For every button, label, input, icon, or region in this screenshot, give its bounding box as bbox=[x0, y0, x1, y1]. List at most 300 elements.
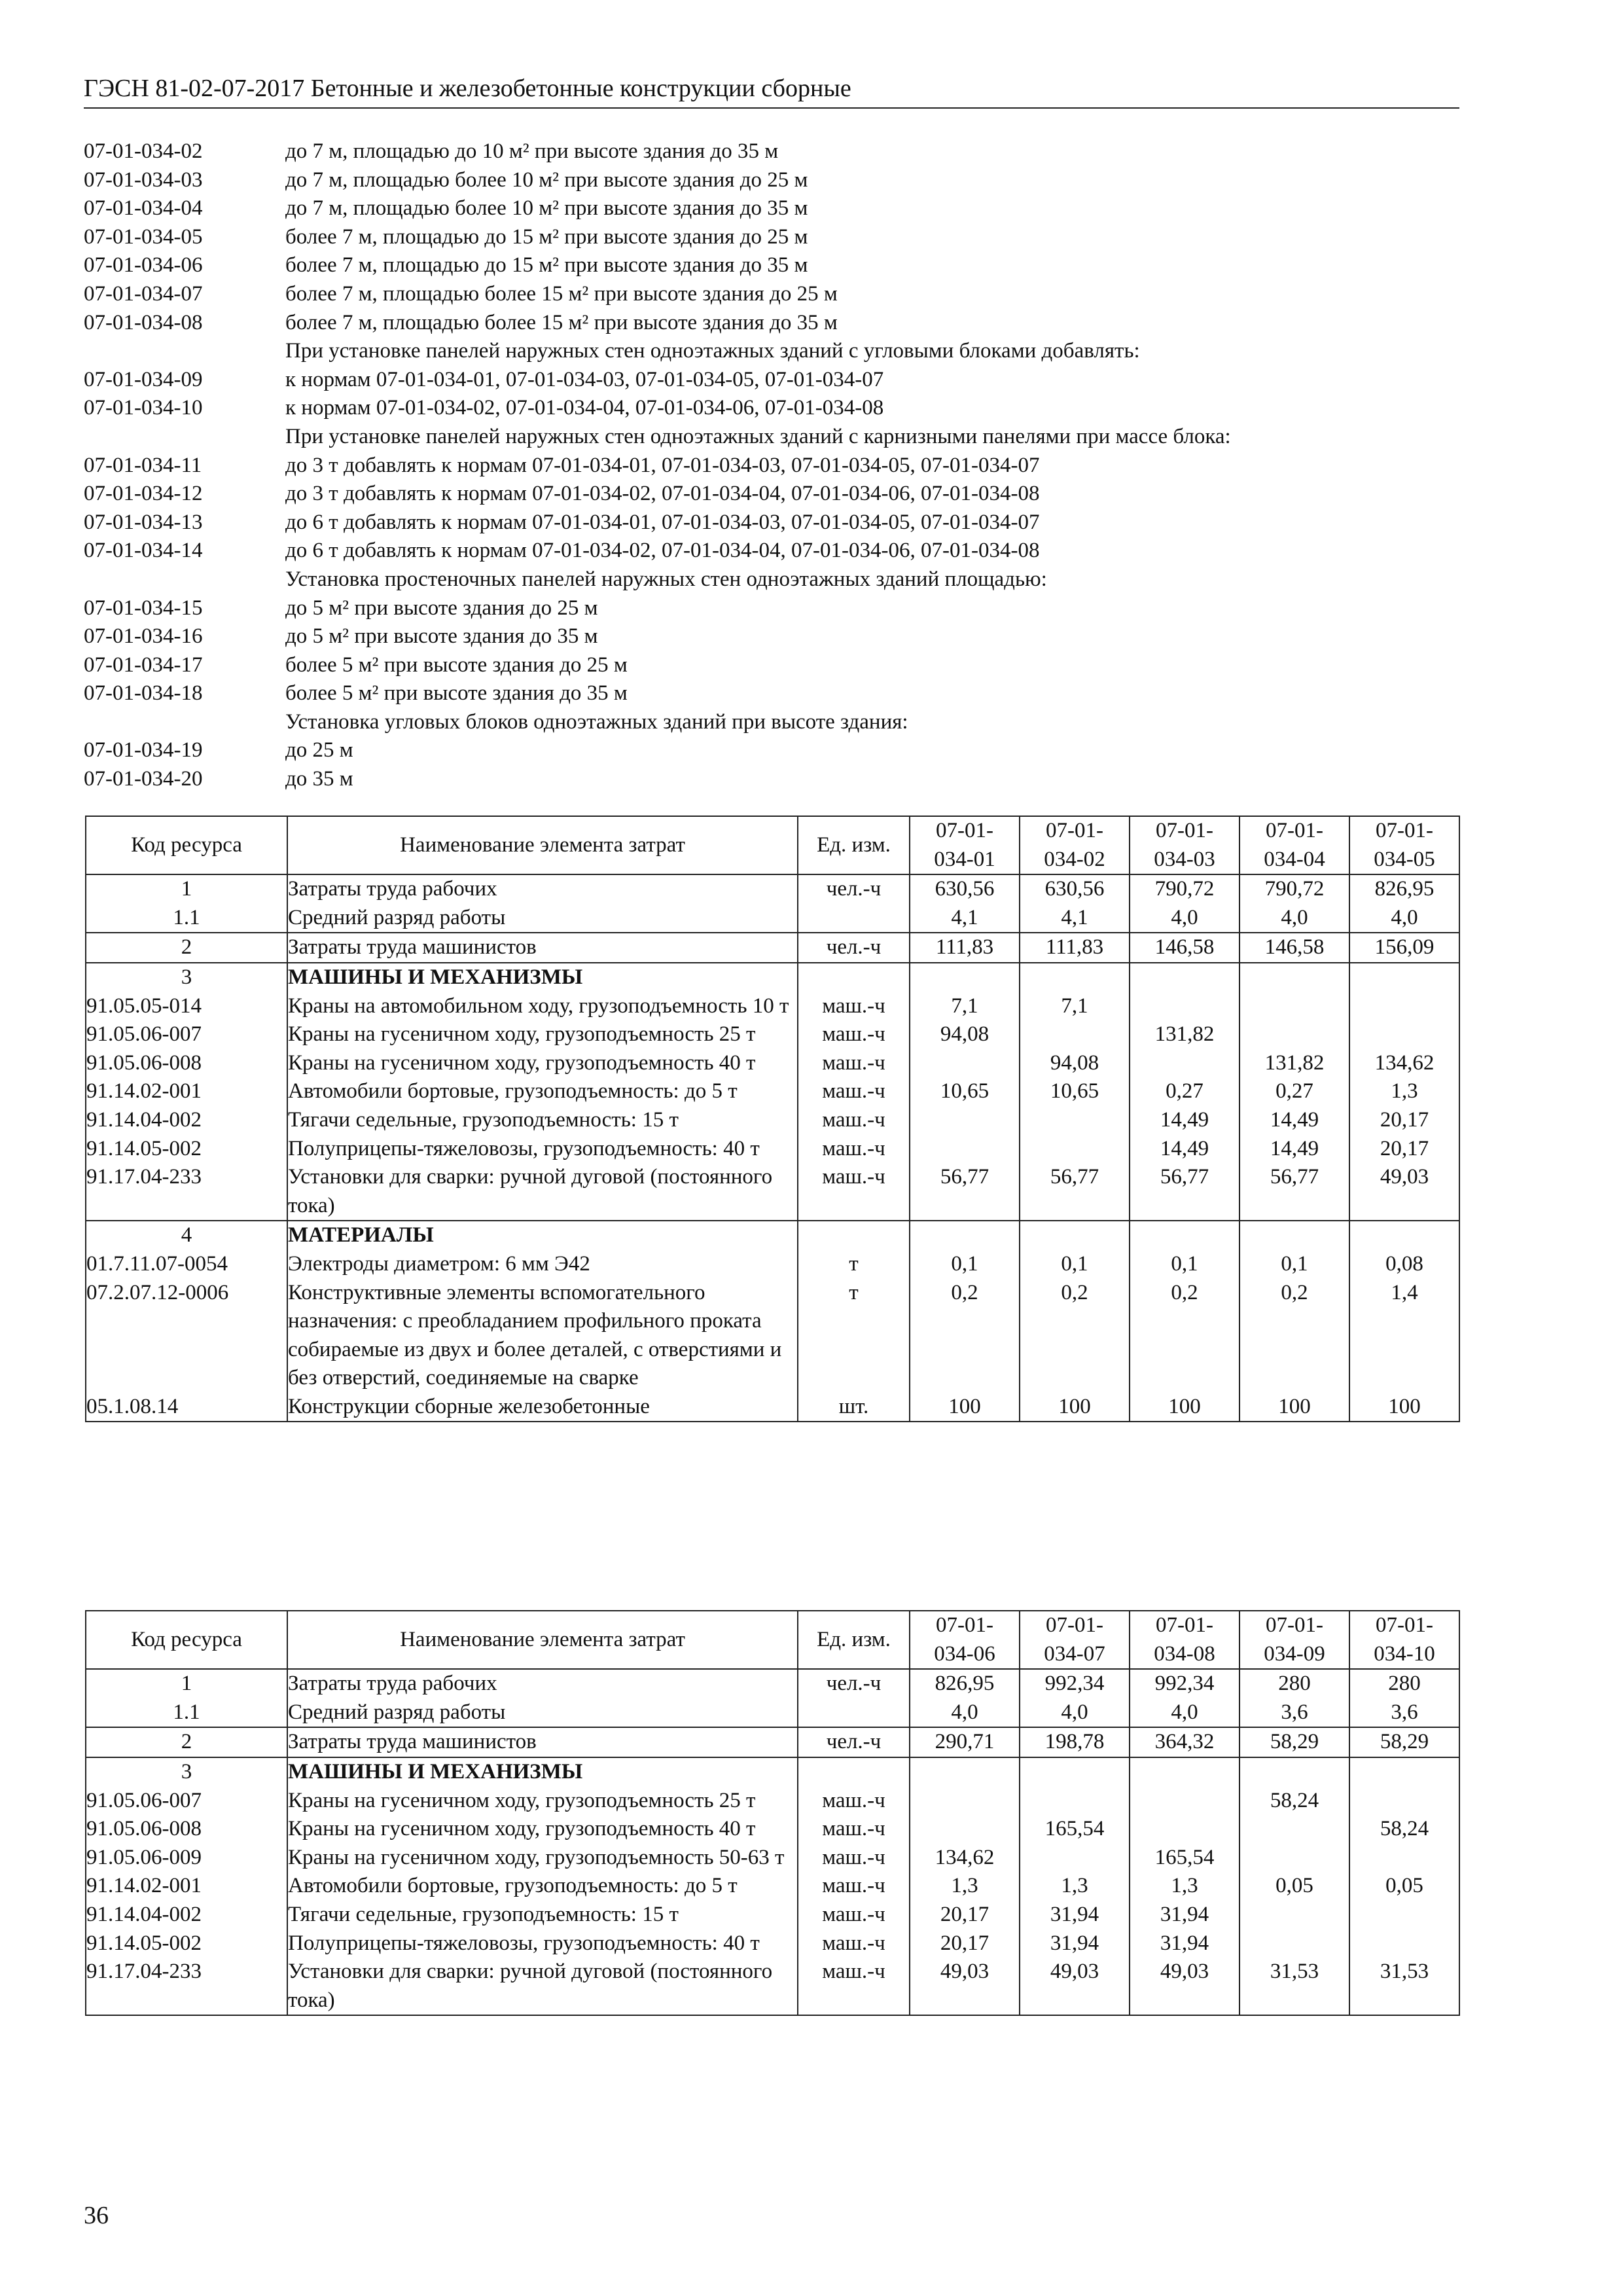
norm-row bbox=[84, 337, 1458, 366]
norm-code: 07-01-034-15 bbox=[84, 596, 203, 620]
value-cell: 14,49 bbox=[1240, 1135, 1349, 1164]
norm-row bbox=[84, 708, 1458, 737]
norm-code: 07-01-034-13 bbox=[84, 510, 203, 534]
value-cell: 7,1 bbox=[910, 992, 1020, 1021]
unit-cell: маш.-ч bbox=[798, 1958, 910, 2015]
norm-row bbox=[84, 736, 1458, 765]
value-cell bbox=[1130, 1049, 1240, 1078]
resource-code: 91.17.04-233 bbox=[86, 1958, 287, 2015]
norm-code: 07-01-034-14 bbox=[84, 539, 203, 563]
value-cell bbox=[1020, 1757, 1130, 1787]
value-cell: 0,05 bbox=[1349, 1872, 1459, 1901]
table-row bbox=[86, 1250, 1459, 1279]
value-cell: 111,83 bbox=[1020, 933, 1130, 963]
value-cell: 31,53 bbox=[1240, 1958, 1349, 2015]
resource-code: 05.1.08.14 bbox=[86, 1393, 287, 1422]
value-cell: 100 bbox=[1349, 1393, 1459, 1422]
norm-description: до 35 м bbox=[285, 767, 353, 791]
norm-row bbox=[84, 565, 1458, 594]
value-cell: 1,3 bbox=[1349, 1077, 1459, 1106]
unit-cell bbox=[798, 1757, 910, 1787]
value-cell bbox=[1240, 992, 1349, 1021]
norm-description: до 3 т добавлять к нормам 07-01-034-02, 07-01-034-04, 07-01-034-06, 07-01-034-08 bbox=[285, 482, 1040, 506]
resource-code: 4 bbox=[86, 1221, 287, 1250]
unit-cell: маш.-ч bbox=[798, 1815, 910, 1844]
header-col: 07-01- 034-05 bbox=[1349, 816, 1459, 874]
table-row bbox=[86, 1049, 1459, 1078]
header-col: 07-01- 034-10 bbox=[1349, 1611, 1459, 1669]
unit-cell: чел.-ч bbox=[798, 1669, 910, 1698]
cost-element-name: Затраты труда рабочих bbox=[287, 874, 798, 904]
norm-code: 07-01-034-09 bbox=[84, 367, 203, 391]
value-cell: 56,77 bbox=[1240, 1163, 1349, 1221]
value-cell: 94,08 bbox=[1020, 1049, 1130, 1078]
table-row bbox=[86, 1844, 1459, 1873]
table-row bbox=[86, 1020, 1459, 1049]
resource-code: 91.05.06-008 bbox=[86, 1049, 287, 1078]
unit-cell: маш.-ч bbox=[798, 1077, 910, 1106]
resource-code: 1 bbox=[86, 1669, 287, 1698]
table-row bbox=[86, 1901, 1459, 1929]
value-cell bbox=[1349, 963, 1459, 992]
cost-element-name: Затраты труда рабочих bbox=[287, 1669, 798, 1698]
resource-code: 91.14.02-001 bbox=[86, 1077, 287, 1106]
value-cell: 826,95 bbox=[1349, 874, 1459, 904]
value-cell: 364,32 bbox=[1130, 1727, 1240, 1757]
value-cell: 0,2 bbox=[1240, 1279, 1349, 1393]
header-col: 07-01- 034-04 bbox=[1240, 816, 1349, 874]
table-row bbox=[86, 1929, 1459, 1958]
norm-description: к нормам 07-01-034-01, 07-01-034-03, 07-01-034-05, 07-01-034-07 bbox=[285, 367, 884, 391]
value-cell bbox=[910, 1757, 1020, 1787]
value-cell: 165,54 bbox=[1020, 1815, 1130, 1844]
value-cell: 826,95 bbox=[910, 1669, 1020, 1698]
value-cell: 20,17 bbox=[1349, 1106, 1459, 1135]
cost-element-name: МАШИНЫ И МЕХАНИЗМЫ bbox=[287, 1757, 798, 1787]
norm-description: Установка простеночных панелей наружных стен одноэтажных зданий площадью: bbox=[285, 567, 1047, 591]
value-cell: 4,0 bbox=[1130, 1698, 1240, 1728]
norm-row bbox=[84, 765, 1458, 794]
norm-description: При установке панелей наружных стен одноэтажных зданий с карнизными панелями при массе блока: bbox=[285, 424, 1231, 448]
value-cell: 992,34 bbox=[1130, 1669, 1240, 1698]
header-rule bbox=[84, 107, 1459, 109]
value-cell: 20,17 bbox=[910, 1901, 1020, 1929]
cost-element-name: Автомобили бортовые, грузоподъемность: до 5 т bbox=[287, 1077, 798, 1106]
resource-code: 91.14.02-001 bbox=[86, 1872, 287, 1901]
value-cell: 31,53 bbox=[1349, 1958, 1459, 2015]
cost-element-name: Электроды диаметром: 6 мм Э42 bbox=[287, 1250, 798, 1279]
norm-row bbox=[84, 280, 1458, 309]
table-row bbox=[86, 1698, 1459, 1728]
cost-element-name: Полуприцепы-тяжеловозы, грузоподъемность: 40 т bbox=[287, 1929, 798, 1958]
norm-row bbox=[84, 622, 1458, 651]
table-row bbox=[86, 1163, 1459, 1221]
cost-element-name: Краны на гусеничном ходу, грузоподъемность 25 т bbox=[287, 1020, 798, 1049]
table-row bbox=[86, 1872, 1459, 1901]
norm-description: до 5 м² при высоте здания до 35 м bbox=[285, 624, 598, 649]
value-cell bbox=[1240, 1815, 1349, 1844]
value-cell: 58,24 bbox=[1349, 1815, 1459, 1844]
value-cell bbox=[1240, 1757, 1349, 1787]
resource-code: 2 bbox=[86, 933, 287, 963]
value-cell bbox=[1349, 1020, 1459, 1049]
value-cell bbox=[1130, 1757, 1240, 1787]
resource-code: 2 bbox=[86, 1727, 287, 1757]
norm-list bbox=[84, 137, 1458, 794]
value-cell bbox=[910, 1049, 1020, 1078]
value-cell bbox=[1240, 963, 1349, 992]
page-number: 36 bbox=[84, 2202, 109, 2229]
value-cell: 31,94 bbox=[1130, 1929, 1240, 1958]
header-unit: Ед. изм. bbox=[798, 816, 910, 874]
resource-code: 91.14.04-002 bbox=[86, 1106, 287, 1135]
value-cell: 0,2 bbox=[910, 1279, 1020, 1393]
resource-code: 91.05.06-007 bbox=[86, 1787, 287, 1816]
table-row bbox=[86, 1393, 1459, 1422]
unit-cell: шт. bbox=[798, 1393, 910, 1422]
value-cell: 0,1 bbox=[1020, 1250, 1130, 1279]
value-cell: 134,62 bbox=[910, 1844, 1020, 1873]
value-cell: 131,82 bbox=[1240, 1049, 1349, 1078]
norm-code: 07-01-034-07 bbox=[84, 281, 203, 306]
cost-element-name: Полуприцепы-тяжеловозы, грузоподъемность: 40 т bbox=[287, 1135, 798, 1164]
value-cell: 1,3 bbox=[1130, 1872, 1240, 1901]
value-cell bbox=[1349, 1901, 1459, 1929]
value-cell: 146,58 bbox=[1130, 933, 1240, 963]
value-cell: 31,94 bbox=[1020, 1929, 1130, 1958]
cost-element-name: МАТЕРИАЛЫ bbox=[287, 1221, 798, 1250]
value-cell: 0,1 bbox=[1130, 1250, 1240, 1279]
norm-code: 07-01-034-02 bbox=[84, 139, 203, 163]
value-cell bbox=[1020, 1221, 1130, 1250]
value-cell: 134,62 bbox=[1349, 1049, 1459, 1078]
value-cell: 10,65 bbox=[910, 1077, 1020, 1106]
value-cell: 0,27 bbox=[1130, 1077, 1240, 1106]
header-col: 07-01- 034-02 bbox=[1020, 816, 1130, 874]
value-cell bbox=[1349, 1221, 1459, 1250]
value-cell: 1,3 bbox=[1020, 1872, 1130, 1901]
cost-element-name: Затраты труда машинистов bbox=[287, 933, 798, 963]
value-cell bbox=[1130, 963, 1240, 992]
document-header: ГЭСН 81-02-07-2017 Бетонные и железобетонные конструкции сборные bbox=[84, 75, 851, 102]
value-cell bbox=[1130, 1787, 1240, 1816]
norm-row bbox=[84, 194, 1458, 223]
value-cell bbox=[910, 1815, 1020, 1844]
resource-code: 3 bbox=[86, 963, 287, 992]
value-cell: 4,1 bbox=[1020, 904, 1130, 933]
header-col: 07-01- 034-03 bbox=[1130, 816, 1240, 874]
value-cell: 49,03 bbox=[1130, 1958, 1240, 2015]
value-cell bbox=[1240, 1929, 1349, 1958]
cost-element-name: Конструкции сборные железобетонные bbox=[287, 1393, 798, 1422]
cost-element-name: МАШИНЫ И МЕХАНИЗМЫ bbox=[287, 963, 798, 992]
value-cell bbox=[1020, 1135, 1130, 1164]
value-cell: 0,05 bbox=[1240, 1872, 1349, 1901]
unit-cell: чел.-ч bbox=[798, 1727, 910, 1757]
value-cell: 165,54 bbox=[1130, 1844, 1240, 1873]
value-cell: 100 bbox=[910, 1393, 1020, 1422]
norm-row bbox=[84, 423, 1458, 452]
resource-code: 91.14.05-002 bbox=[86, 1929, 287, 1958]
norm-row bbox=[84, 480, 1458, 509]
value-cell: 290,71 bbox=[910, 1727, 1020, 1757]
unit-cell: маш.-ч bbox=[798, 1049, 910, 1078]
unit-cell bbox=[798, 904, 910, 933]
value-cell: 156,09 bbox=[1349, 933, 1459, 963]
norm-code: 07-01-034-16 bbox=[84, 624, 203, 649]
cost-element-name: Краны на гусеничном ходу, грузоподъемность 50-63 т bbox=[287, 1844, 798, 1873]
resource-code: 1 bbox=[86, 874, 287, 904]
unit-cell bbox=[798, 963, 910, 992]
table-row bbox=[86, 1135, 1459, 1164]
unit-cell: т bbox=[798, 1279, 910, 1393]
header-col: 07-01- 034-08 bbox=[1130, 1611, 1240, 1669]
resource-table-2 bbox=[85, 1610, 1460, 2016]
table-row bbox=[86, 1106, 1459, 1135]
unit-cell: маш.-ч bbox=[798, 1844, 910, 1873]
norm-description: Установка угловых блоков одноэтажных зданий при высоте здания: bbox=[285, 709, 908, 734]
value-cell: 4,0 bbox=[1240, 904, 1349, 933]
norm-row bbox=[84, 651, 1458, 680]
cost-element-name: Тягачи седельные, грузоподъемность: 15 т bbox=[287, 1106, 798, 1135]
header-name: Наименование элемента затрат bbox=[287, 816, 798, 874]
norm-code: 07-01-034-18 bbox=[84, 681, 203, 706]
value-cell bbox=[1130, 992, 1240, 1021]
resource-code: 91.05.05-014 bbox=[86, 992, 287, 1021]
value-cell: 14,49 bbox=[1240, 1106, 1349, 1135]
value-cell: 4,0 bbox=[1020, 1698, 1130, 1728]
value-cell: 0,1 bbox=[910, 1250, 1020, 1279]
table-row bbox=[86, 933, 1459, 963]
value-cell: 56,77 bbox=[1020, 1163, 1130, 1221]
value-cell: 198,78 bbox=[1020, 1727, 1130, 1757]
value-cell: 131,82 bbox=[1130, 1020, 1240, 1049]
header-col: 07-01- 034-07 bbox=[1020, 1611, 1130, 1669]
value-cell: 0,2 bbox=[1130, 1279, 1240, 1393]
unit-cell: маш.-ч bbox=[798, 1787, 910, 1816]
norm-code: 07-01-034-04 bbox=[84, 196, 203, 221]
cost-element-name: Средний разряд работы bbox=[287, 904, 798, 933]
resource-code: 91.05.06-009 bbox=[86, 1844, 287, 1873]
value-cell bbox=[910, 1787, 1020, 1816]
resource-code: 91.05.06-008 bbox=[86, 1815, 287, 1844]
value-cell: 3,6 bbox=[1349, 1698, 1459, 1728]
value-cell: 20,17 bbox=[1349, 1135, 1459, 1164]
norm-row bbox=[84, 166, 1458, 195]
norm-row bbox=[84, 509, 1458, 537]
norm-code: 07-01-034-20 bbox=[84, 767, 203, 791]
cost-element-name: Краны на гусеничном ходу, грузоподъемность 40 т bbox=[287, 1815, 798, 1844]
resource-code: 91.14.05-002 bbox=[86, 1135, 287, 1164]
table-row bbox=[86, 1815, 1459, 1844]
unit-cell: маш.-ч bbox=[798, 1135, 910, 1164]
norm-description: более 5 м² при высоте здания до 25 м bbox=[285, 653, 628, 677]
table-row bbox=[86, 1221, 1459, 1250]
table-row bbox=[86, 1077, 1459, 1106]
header-name: Наименование элемента затрат bbox=[287, 1611, 798, 1669]
unit-cell: маш.-ч bbox=[798, 1929, 910, 1958]
norm-row bbox=[84, 366, 1458, 395]
value-cell: 4,0 bbox=[1130, 904, 1240, 933]
value-cell: 56,77 bbox=[1130, 1163, 1240, 1221]
norm-row bbox=[84, 223, 1458, 252]
value-cell bbox=[1020, 1787, 1130, 1816]
cost-element-name: Краны на гусеничном ходу, грузоподъемность 25 т bbox=[287, 1787, 798, 1816]
norm-description: до 5 м² при высоте здания до 25 м bbox=[285, 596, 598, 620]
value-cell bbox=[1349, 1757, 1459, 1787]
unit-cell bbox=[798, 1221, 910, 1250]
cost-element-name: Автомобили бортовые, грузоподъемность: до 5 т bbox=[287, 1872, 798, 1901]
norm-row bbox=[84, 452, 1458, 480]
table-row bbox=[86, 963, 1459, 992]
norm-row bbox=[84, 137, 1458, 166]
unit-cell: чел.-ч bbox=[798, 933, 910, 963]
value-cell: 31,94 bbox=[1130, 1901, 1240, 1929]
unit-cell bbox=[798, 1698, 910, 1728]
value-cell bbox=[1240, 1020, 1349, 1049]
value-cell bbox=[1240, 1221, 1349, 1250]
value-cell: 4,0 bbox=[910, 1698, 1020, 1728]
norm-description: до 7 м, площадью до 10 м² при высоте здания до 35 м bbox=[285, 139, 779, 163]
table-row bbox=[86, 874, 1459, 904]
value-cell bbox=[1240, 1844, 1349, 1873]
value-cell: 14,49 bbox=[1130, 1106, 1240, 1135]
norm-code: 07-01-034-10 bbox=[84, 396, 203, 420]
value-cell: 280 bbox=[1240, 1669, 1349, 1698]
value-cell bbox=[1020, 1106, 1130, 1135]
norm-description: до 25 м bbox=[285, 738, 353, 762]
value-cell: 49,03 bbox=[1349, 1163, 1459, 1221]
norm-code: 07-01-034-03 bbox=[84, 168, 203, 192]
value-cell: 7,1 bbox=[1020, 992, 1130, 1021]
unit-cell: чел.-ч bbox=[798, 874, 910, 904]
value-cell: 0,1 bbox=[1240, 1250, 1349, 1279]
unit-cell: маш.-ч bbox=[798, 1163, 910, 1221]
value-cell: 49,03 bbox=[1020, 1958, 1130, 2015]
value-cell: 56,77 bbox=[910, 1163, 1020, 1221]
norm-row bbox=[84, 537, 1458, 565]
resource-code: 1.1 bbox=[86, 1698, 287, 1728]
norm-description: При установке панелей наружных стен одноэтажных зданий с угловыми блоками добавлять: bbox=[285, 339, 1140, 363]
cost-element-name: Затраты труда машинистов bbox=[287, 1727, 798, 1757]
value-cell: 58,29 bbox=[1240, 1727, 1349, 1757]
header-col: 07-01- 034-01 bbox=[910, 816, 1020, 874]
value-cell bbox=[910, 1221, 1020, 1250]
value-cell: 100 bbox=[1130, 1393, 1240, 1422]
value-cell: 49,03 bbox=[910, 1958, 1020, 2015]
norm-code: 07-01-034-17 bbox=[84, 653, 203, 677]
value-cell bbox=[1349, 1787, 1459, 1816]
header-code: Код ресурса bbox=[86, 1611, 287, 1669]
header-unit: Ед. изм. bbox=[798, 1611, 910, 1669]
value-cell: 4,0 bbox=[1349, 904, 1459, 933]
value-cell: 630,56 bbox=[910, 874, 1020, 904]
value-cell bbox=[1240, 1901, 1349, 1929]
table-row bbox=[86, 1669, 1459, 1698]
header-col: 07-01- 034-09 bbox=[1240, 1611, 1349, 1669]
table-row bbox=[86, 1727, 1459, 1757]
value-cell: 58,29 bbox=[1349, 1727, 1459, 1757]
norm-code: 07-01-034-19 bbox=[84, 738, 203, 762]
unit-cell: маш.-ч bbox=[798, 1901, 910, 1929]
cost-element-name: Средний разряд работы bbox=[287, 1698, 798, 1728]
norm-description: к нормам 07-01-034-02, 07-01-034-04, 07-01-034-06, 07-01-034-08 bbox=[285, 396, 884, 420]
value-cell bbox=[1349, 1844, 1459, 1873]
cost-element-name: Конструктивные элементы вспомогательного назначения: с преобладанием профильного проката собираемые из двух и более деталей, с отверстиями и без отверстий, соединяемые на сварке bbox=[287, 1279, 798, 1393]
value-cell: 0,27 bbox=[1240, 1077, 1349, 1106]
norm-code: 07-01-034-11 bbox=[84, 453, 202, 477]
norm-description: до 6 т добавлять к нормам 07-01-034-02, 07-01-034-04, 07-01-034-06, 07-01-034-08 bbox=[285, 539, 1040, 563]
value-cell bbox=[910, 963, 1020, 992]
table-row bbox=[86, 992, 1459, 1021]
header-code: Код ресурса bbox=[86, 816, 287, 874]
norm-description: до 3 т добавлять к нормам 07-01-034-01, 07-01-034-03, 07-01-034-05, 07-01-034-07 bbox=[285, 453, 1040, 477]
norm-description: до 7 м, площадью более 10 м² при высоте здания до 25 м bbox=[285, 168, 808, 192]
norm-row bbox=[84, 251, 1458, 280]
table-row bbox=[86, 904, 1459, 933]
unit-cell: маш.-ч bbox=[798, 1020, 910, 1049]
norm-description: более 7 м, площадью до 15 м² при высоте здания до 25 м bbox=[285, 224, 808, 249]
value-cell: 100 bbox=[1240, 1393, 1349, 1422]
value-cell: 280 bbox=[1349, 1669, 1459, 1698]
norm-code: 07-01-034-06 bbox=[84, 253, 203, 278]
resource-code: 3 bbox=[86, 1757, 287, 1787]
norm-description: до 7 м, площадью более 10 м² при высоте здания до 35 м bbox=[285, 196, 808, 221]
table-row bbox=[86, 1787, 1459, 1816]
value-cell: 4,1 bbox=[910, 904, 1020, 933]
value-cell: 94,08 bbox=[910, 1020, 1020, 1049]
value-cell: 3,6 bbox=[1240, 1698, 1349, 1728]
norm-code: 07-01-034-12 bbox=[84, 482, 203, 506]
value-cell: 10,65 bbox=[1020, 1077, 1130, 1106]
table-row bbox=[86, 1279, 1459, 1393]
norm-row bbox=[84, 594, 1458, 623]
value-cell: 20,17 bbox=[910, 1929, 1020, 1958]
value-cell bbox=[1349, 1929, 1459, 1958]
resource-code: 1.1 bbox=[86, 904, 287, 933]
norm-description: более 7 м, площадью до 15 м² при высоте здания до 35 м bbox=[285, 253, 808, 278]
norm-row bbox=[84, 309, 1458, 338]
value-cell bbox=[1130, 1221, 1240, 1250]
resource-code: 01.7.11.07-0054 bbox=[86, 1250, 287, 1279]
value-cell: 31,94 bbox=[1020, 1901, 1130, 1929]
value-cell: 0,08 bbox=[1349, 1250, 1459, 1279]
unit-cell: маш.-ч bbox=[798, 992, 910, 1021]
cost-element-name: Краны на гусеничном ходу, грузоподъемность 40 т bbox=[287, 1049, 798, 1078]
unit-cell: т bbox=[798, 1250, 910, 1279]
value-cell bbox=[910, 1135, 1020, 1164]
value-cell: 0,2 bbox=[1020, 1279, 1130, 1393]
value-cell: 111,83 bbox=[910, 933, 1020, 963]
cost-element-name: Установки для сварки: ручной дуговой (постоянного тока) bbox=[287, 1163, 798, 1221]
header-col: 07-01- 034-06 bbox=[910, 1611, 1020, 1669]
value-cell: 1,4 bbox=[1349, 1279, 1459, 1393]
value-cell: 14,49 bbox=[1130, 1135, 1240, 1164]
norm-code: 07-01-034-08 bbox=[84, 310, 203, 334]
value-cell: 58,24 bbox=[1240, 1787, 1349, 1816]
resource-code: 91.05.06-007 bbox=[86, 1020, 287, 1049]
resource-code: 91.17.04-233 bbox=[86, 1163, 287, 1221]
value-cell: 790,72 bbox=[1240, 874, 1349, 904]
cost-element-name: Краны на автомобильном ходу, грузоподъемность 10 т bbox=[287, 992, 798, 1021]
value-cell: 1,3 bbox=[910, 1872, 1020, 1901]
value-cell: 790,72 bbox=[1130, 874, 1240, 904]
value-cell: 100 bbox=[1020, 1393, 1130, 1422]
value-cell: 992,34 bbox=[1020, 1669, 1130, 1698]
value-cell bbox=[1349, 992, 1459, 1021]
unit-cell: маш.-ч bbox=[798, 1872, 910, 1901]
norm-row bbox=[84, 679, 1458, 708]
